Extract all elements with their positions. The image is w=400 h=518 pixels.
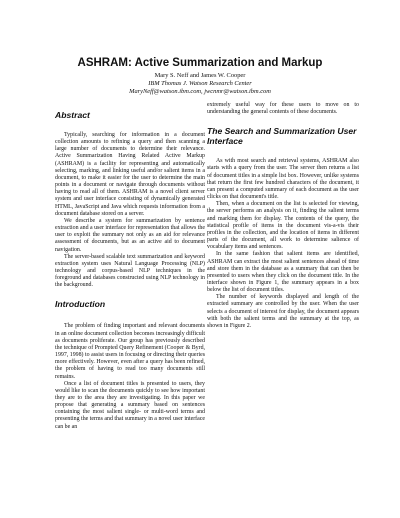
continuation-paragraph: extremely useful way for these users to move on to understanding the general contents of these documents. (207, 102, 359, 116)
author-emails: MaryNeff@watson.ibm.com, jwcnmr@watson.ibm.com (129, 88, 271, 96)
author-affiliation: IBM Thomas J. Watson Research Center (148, 80, 252, 88)
abstract-paragraph-3: The server-based scalable text summarization and keyword extraction system uses Natural Language Processing (NLP) technology and corpus-based NLP techniques in the foreground and databases constructed using NLP technology in the background. (55, 253, 205, 289)
section-paragraph-4: The number of keywords displayed and length of the extracted summary are controlled by the user. When the user selects a document of interest for display, the document appears with both the salient terms and the summary at the top, as shown in Figure 2. (207, 294, 359, 329)
right-column (207, 102, 359, 330)
left-column (55, 102, 205, 431)
intro-paragraph-1: The problem of finding important and relevant documents in an online document collection becomes increasingly difficult as documents proliferate. Our group has previously described the technique of Prompted Query Refinement (Cooper & Byrd, 1997, 1998) to assist users in focusing or directing their queries more effectively. However, even after a query has been refined, the problem of having to read too many documents still remains. (55, 323, 205, 380)
author-names: Mary S. Neff and James W. Cooper (154, 72, 246, 79)
section-paragraph-3: In the same fashion that salient items are identified, ASHRAM can extract the most salient sentences ahead of time and store them in the database as a summary that can then be presented to users when they click on the document title. In the interface shown in Figure 1, the summary appears in a box below the list of document titles. (207, 251, 359, 294)
abstract-paragraph-1: Typically, searching for information in a document collection amounts to refining a query and then scanning a large number of documents to determine their relevance. Active Summarization Having Related Active Markup (ASHRAM) is a facility for representing and automatically selecting, marking, and linking useful and/or salient items in a document, to make it easier for the user to determine the main points in a document or navigate through documents without having to read all of them. ASHRAM is a novel client server system and user interface consisting of dynamically generated HTML, JavaScript and Java which requests information from a document database stored on a server. (55, 132, 205, 217)
paper-title: ASHRAM: Active Summarization and Markup (77, 57, 323, 69)
title-block (0, 56, 400, 97)
introduction-heading: Introduction (55, 299, 106, 310)
search-summarization-heading: The Search and Summarization User Interface (207, 126, 357, 147)
section-paragraph-2: Then, when a document on the list is selected for viewing, the server performs an analysis on it, finding the salient terms and marking them for display. The contents of the query, the statistical profile of items in the document vis-a-vis their profiles in the collection, and the location of items in different parts of the document, all work to determine salience of vocabulary items and sentences. (207, 201, 359, 251)
intro-paragraph-2: Once a list of document titles is presented to users, they would like to scan the documents quickly to see how important they are to the area they are investigating. In this paper we propose that generating a summary based on sentences containing the most salient single- or multi-word terms and presenting the terms and that summary in a novel user interface can be an (55, 380, 205, 430)
abstract-paragraph-2: We describe a system for summarization by sentence extraction and a user interface for representation that allows the user to exploit the summary not only as an aid for relevance assessment of documents, but as an active aid to document navigation. (55, 217, 205, 253)
section-paragraph-1: As with most search and retrieval systems, ASHRAM also starts with a query from the user. The server then returns a list of document titles in a simple list box. However, unlike systems that return the first few hundred characters of the document, it can present a computed summary of each document as the user clicks on that document's title. (207, 158, 359, 201)
abstract-heading: Abstract (55, 110, 90, 120)
